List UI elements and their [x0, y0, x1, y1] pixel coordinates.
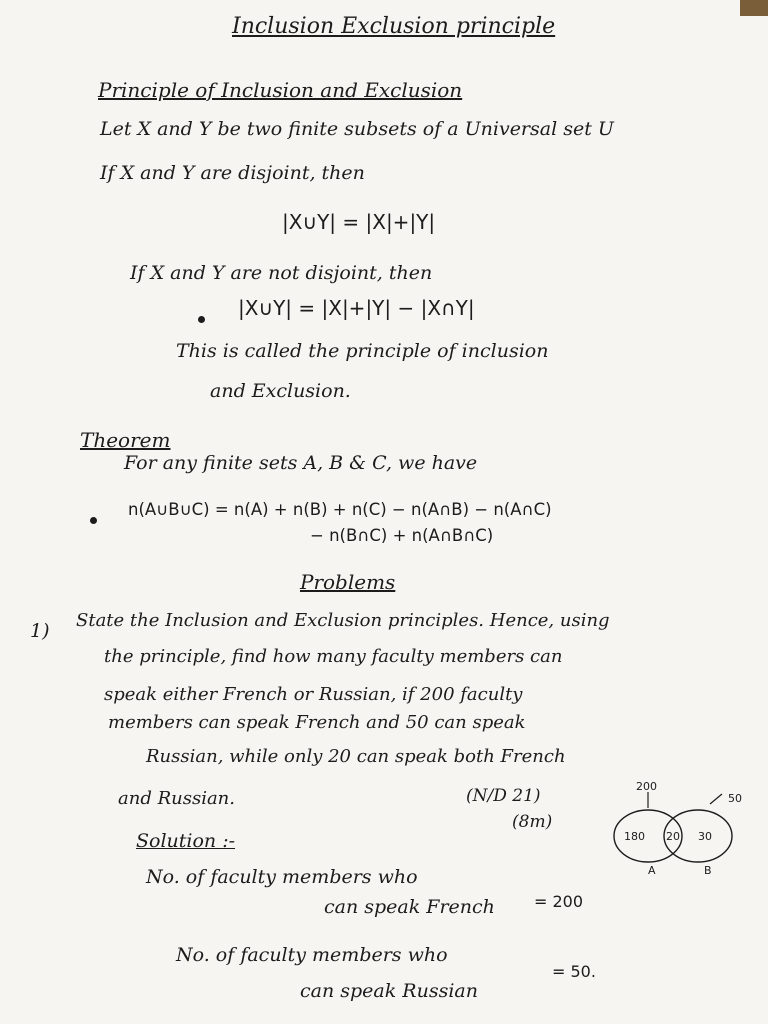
bullet — [90, 517, 97, 524]
set-b-label: B — [704, 864, 712, 877]
marks-label: (8m) — [512, 812, 553, 832]
problem-line: State the Inclusion and Exclusion principles. Hence, using — [76, 610, 610, 631]
problem-line: Russian, while only 20 can speak both French — [146, 746, 566, 767]
solution-label: Solution :- — [136, 830, 236, 852]
french-count: = 200 — [534, 892, 584, 911]
solution-line: No. of faculty members who — [176, 944, 448, 966]
only-a-value: 180 — [624, 830, 645, 843]
set-a-total: 200 — [636, 780, 657, 793]
not-disjoint-condition: If X and Y are not disjoint, then — [130, 262, 433, 284]
theorem-label: Theorem — [80, 428, 171, 452]
problem-line: and Russian. — [118, 788, 235, 809]
set-a-label: A — [648, 864, 656, 877]
section-title: Principle of Inclusion and Exclusion — [98, 78, 463, 102]
disjoint-formula: |X∪Y| = |X|+|Y| — [282, 210, 436, 234]
intersection-value: 20 — [666, 830, 680, 843]
exam-reference: (N/D 21) — [466, 786, 541, 806]
page-corner — [740, 0, 768, 16]
only-b-value: 30 — [698, 830, 712, 843]
disjoint-condition: If X and Y are disjoint, then — [100, 162, 365, 184]
page-heading: Inclusion Exclusion principle — [232, 14, 556, 39]
definition-line: Let X and Y be two finite subsets of a Universal set U — [100, 118, 614, 140]
russian-count: = 50. — [552, 962, 596, 981]
bullet — [198, 316, 205, 323]
problem-number: 1) — [30, 620, 50, 642]
problem-line: speak either French or Russian, if 200 faculty — [104, 684, 523, 705]
solution-line: can speak Russian — [300, 980, 478, 1002]
theorem-intro: For any finite sets A, B & C, we have — [124, 452, 478, 474]
problem-line: the principle, find how many faculty members can — [104, 646, 563, 667]
explanation-line-2: and Exclusion. — [210, 380, 351, 402]
inclusion-exclusion-formula: |X∪Y| = |X|+|Y| − |X∩Y| — [238, 296, 475, 320]
problems-label: Problems — [300, 570, 396, 594]
venn-diagram — [600, 780, 750, 890]
three-set-formula-line1: n(A∪B∪C) = n(A) + n(B) + n(C) − n(A∩B) − n(A∩C) — [128, 500, 552, 519]
solution-line: No. of faculty members who — [146, 866, 418, 888]
arrow-b — [710, 794, 722, 804]
problem-line: members can speak French and 50 can speak — [108, 712, 526, 733]
three-set-formula-line2: − n(B∩C) + n(A∩B∩C) — [310, 526, 494, 545]
set-b-total: 50 — [728, 792, 742, 805]
solution-line: can speak French — [324, 896, 495, 918]
explanation-line: This is called the principle of inclusion — [176, 340, 549, 362]
